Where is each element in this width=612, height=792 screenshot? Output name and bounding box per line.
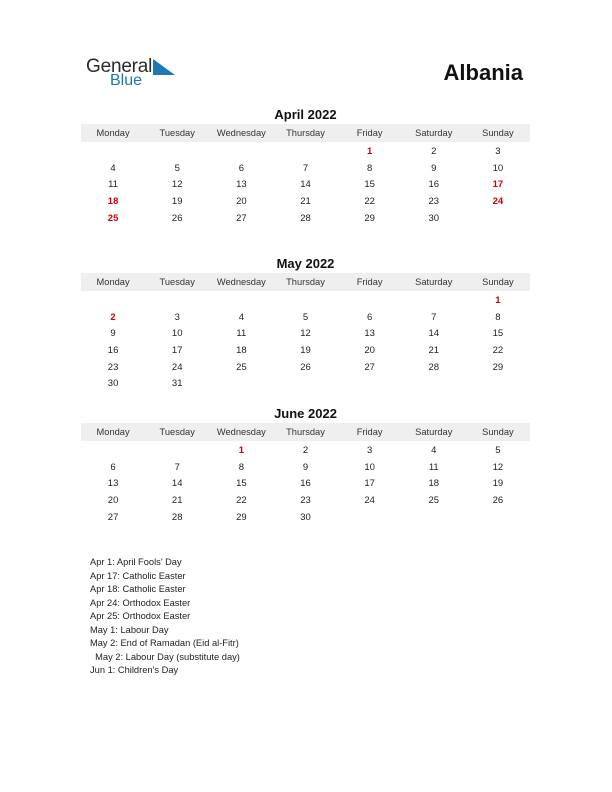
date-cell: 7: [431, 311, 437, 323]
week-row: [81, 193, 530, 210]
date-cell: 8: [238, 461, 244, 473]
date-cell: 30: [300, 511, 311, 523]
date-cell: 22: [236, 494, 247, 506]
date-cell: 9: [110, 328, 116, 340]
date-cell: 18: [428, 478, 440, 490]
weekday-label: Saturday: [415, 277, 453, 287]
weekday-label: Saturday: [415, 128, 453, 138]
week-row: [81, 176, 530, 193]
date-cell: 10: [492, 162, 504, 174]
date-cell: 15: [236, 478, 247, 490]
date-cell: 28: [171, 511, 183, 523]
date-cell: 5: [302, 311, 309, 323]
date-cell: 3: [366, 444, 373, 456]
date-cell: 9: [302, 461, 309, 473]
date-cell: 6: [366, 311, 373, 323]
weekday-label: Thursday: [286, 277, 325, 287]
weekday-label: Thursday: [286, 128, 325, 138]
date-cell: 26: [300, 361, 311, 373]
week-row: [81, 342, 530, 359]
date-cell: 8: [495, 311, 501, 323]
weekday-label: Thursday: [286, 427, 325, 437]
date-cell: 29: [364, 212, 375, 224]
date-cell: 2: [302, 444, 309, 456]
weekday-label: Wednesday: [216, 277, 266, 287]
weekday-label: Sunday: [482, 427, 514, 437]
weekday-label: Monday: [96, 427, 130, 437]
date-cell: 14: [300, 179, 311, 191]
calendar-month-april: [81, 107, 530, 226]
date-cell: 31: [171, 378, 183, 390]
date-cell: 20: [107, 494, 119, 506]
date-cell: 19: [492, 478, 504, 490]
date-cell: 10: [171, 328, 183, 340]
date-cell: 6: [238, 162, 244, 174]
date-cell: 6: [110, 461, 116, 473]
weekday-label: Monday: [96, 128, 130, 138]
weekday-label: Tuesday: [159, 128, 195, 138]
date-cell: 23: [300, 494, 311, 506]
date-cell: 27: [236, 212, 247, 224]
date-cell: 18: [236, 344, 247, 356]
date-cell: 4: [238, 311, 244, 323]
brand-logo: [86, 56, 186, 92]
weekday-header-row: [81, 124, 530, 142]
week-row: [81, 509, 530, 526]
date-cell: 21: [300, 195, 311, 207]
date-cell: 17: [364, 478, 375, 490]
date-cell: 21: [428, 344, 440, 356]
holiday-note: Apr 25: Orthodox Easter: [90, 611, 191, 621]
date-cell: 25: [428, 494, 440, 506]
week-row: [81, 325, 530, 342]
week-row: [81, 143, 530, 160]
holiday-date-cell: 17: [492, 179, 504, 191]
date-cell: 11: [108, 179, 118, 191]
date-cell: 2: [431, 145, 437, 157]
date-cell: 15: [364, 179, 375, 191]
weekday-label: Wednesday: [216, 128, 266, 138]
country-title: Albania: [443, 60, 523, 85]
date-cell: 23: [428, 195, 440, 207]
week-row: [81, 359, 530, 376]
holiday-list: [90, 556, 240, 678]
date-cell: 12: [300, 328, 311, 340]
date-cell: 8: [366, 162, 373, 174]
date-cell: 7: [302, 162, 309, 174]
weekday-label: Tuesday: [159, 277, 195, 287]
calendar-month-may: [81, 256, 530, 392]
holiday-date-cell: 25: [107, 212, 119, 224]
logo-triangle-icon: [153, 59, 175, 75]
date-cell: 19: [300, 344, 311, 356]
week-row: [81, 475, 530, 492]
month-title: May 2022: [276, 256, 335, 271]
date-cell: 24: [171, 361, 183, 373]
date-cell: 20: [236, 195, 247, 207]
date-cell: 22: [364, 195, 375, 207]
date-cell: 28: [428, 361, 440, 373]
month-title: April 2022: [274, 107, 337, 122]
date-cell: 9: [431, 162, 437, 174]
date-cell: 13: [236, 179, 247, 191]
weekday-label: Wednesday: [216, 427, 266, 437]
date-cell: 14: [171, 478, 183, 490]
weekday-label: Sunday: [482, 277, 514, 287]
date-cell: 25: [236, 361, 247, 373]
date-cell: 13: [364, 328, 375, 340]
weekday-label: Friday: [356, 128, 383, 138]
date-cell: 12: [492, 461, 504, 473]
date-cell: 19: [171, 195, 183, 207]
date-cell: 16: [428, 179, 440, 191]
holiday-date-cell: 1: [238, 444, 244, 456]
date-cell: 11: [428, 461, 439, 473]
weekday-header-row: [81, 273, 530, 291]
date-cell: 15: [492, 328, 504, 340]
weekday-label: Saturday: [415, 427, 453, 437]
week-row: [81, 309, 530, 326]
date-cell: 30: [107, 378, 119, 390]
holiday-note: May 2: End of Ramadan (Eid al-Fitr): [90, 638, 239, 648]
holiday-date-cell: 1: [366, 145, 373, 157]
date-cell: 7: [174, 461, 180, 473]
holiday-note: May 2: Labour Day (substitute day): [90, 651, 240, 662]
date-cell: 17: [171, 344, 183, 356]
logo-general-text: General: [86, 56, 153, 77]
date-cell: 5: [174, 162, 180, 174]
week-row: [81, 160, 530, 177]
date-cell: 26: [171, 212, 183, 224]
date-cell: 29: [236, 511, 247, 523]
date-cell: 22: [492, 344, 504, 356]
holiday-date-cell: 2: [110, 311, 116, 323]
holiday-date-cell: 18: [107, 195, 119, 207]
weekday-label: Friday: [356, 277, 383, 287]
date-cell: 10: [364, 461, 375, 473]
month-title: June 2022: [274, 406, 337, 421]
week-row: [81, 292, 530, 309]
weekday-header-row: [81, 423, 530, 441]
date-cell: 16: [300, 478, 311, 490]
week-row: [81, 492, 530, 509]
holiday-note: Apr 1: April Fools’ Day: [90, 557, 182, 567]
date-cell: 3: [495, 145, 501, 157]
logo-blue-text: Blue: [110, 72, 143, 89]
holiday-note: May 1: Labour Day: [90, 624, 169, 635]
date-cell: 27: [364, 361, 375, 373]
holiday-date-cell: 1: [495, 294, 501, 306]
date-cell: 24: [364, 494, 375, 506]
date-cell: 5: [495, 444, 501, 456]
week-row: [81, 375, 530, 392]
date-cell: 28: [300, 212, 311, 224]
week-row: [81, 442, 530, 459]
week-row: [81, 459, 530, 476]
date-cell: 12: [171, 179, 183, 191]
holiday-note: Jun 1: Children’s Day: [90, 665, 179, 675]
holiday-note: Apr 18: Catholic Easter: [90, 584, 186, 594]
date-cell: 16: [107, 344, 119, 356]
date-cell: 20: [364, 344, 375, 356]
calendar-month-june: [81, 406, 530, 525]
holiday-note: Apr 24: Orthodox Easter: [90, 597, 191, 608]
date-cell: 11: [236, 328, 247, 340]
weekday-label: Monday: [96, 277, 130, 287]
weekday-label: Friday: [356, 427, 383, 437]
weekday-label: Tuesday: [159, 427, 195, 437]
date-cell: 26: [492, 494, 504, 506]
date-cell: 30: [428, 212, 440, 224]
week-row: [81, 210, 530, 227]
date-cell: 3: [174, 311, 180, 323]
date-cell: 27: [107, 511, 119, 523]
date-cell: 4: [431, 444, 437, 456]
holiday-date-cell: 24: [492, 195, 504, 207]
date-cell: 21: [171, 494, 183, 506]
date-cell: 14: [428, 328, 440, 340]
date-cell: 13: [107, 478, 119, 490]
date-cell: 4: [110, 162, 116, 174]
date-cell: 29: [492, 361, 504, 373]
weekday-label: Sunday: [482, 128, 514, 138]
date-cell: 23: [107, 361, 119, 373]
holiday-note: Apr 17: Catholic Easter: [90, 570, 186, 581]
